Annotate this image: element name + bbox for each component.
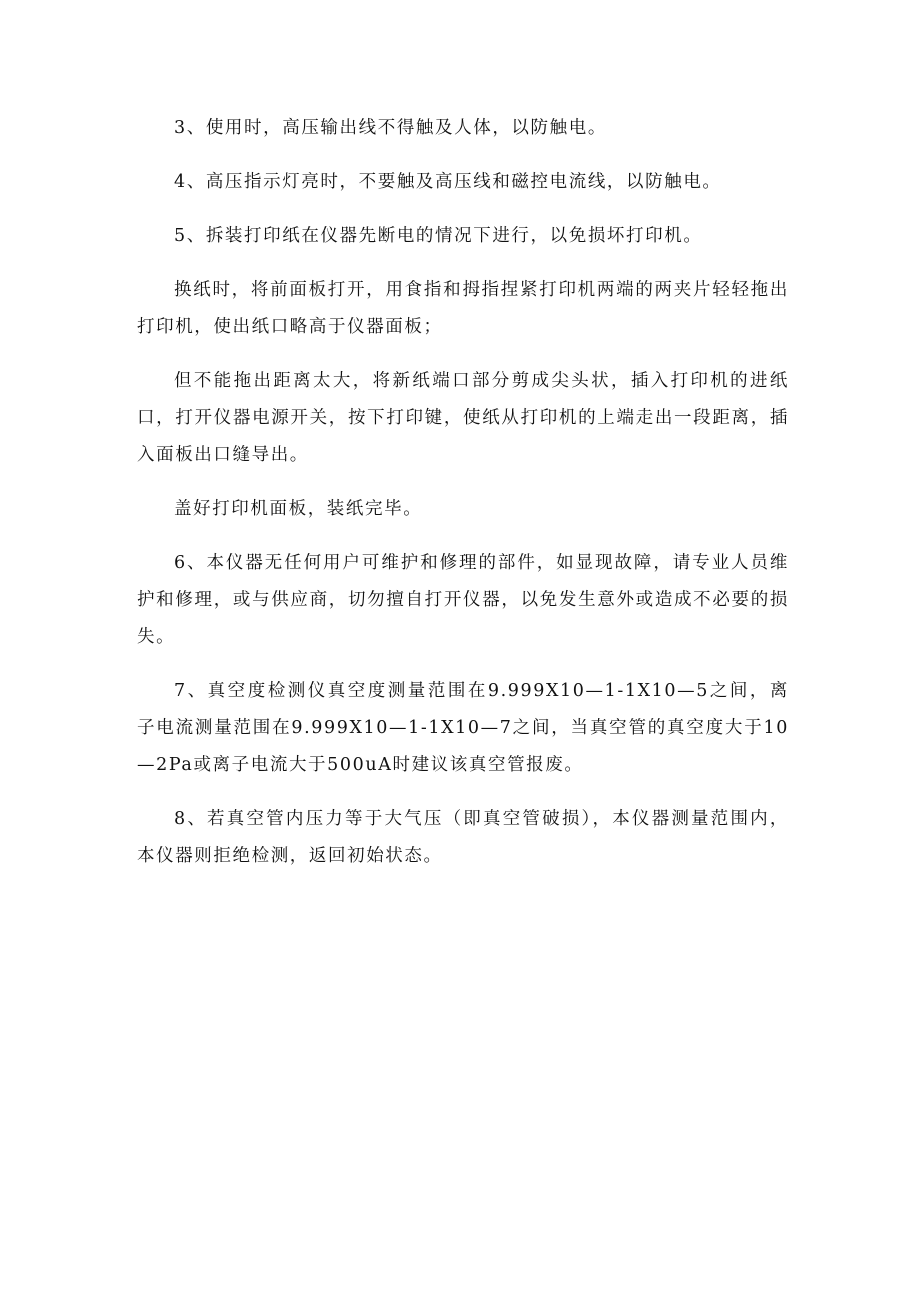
- paragraph-item-6: 6、本仪器无任何用户可维护和修理的部件，如显现故障，请专业人员维护和修理，或与供应商，切勿擅自打开仪器，以免发生意外或造成不必要的损失。: [137, 553, 789, 647]
- paragraph-paper-done: 盖好打印机面板，装纸完毕。: [174, 499, 423, 519]
- paragraph-item-4: 4、高压指示灯亮时，不要触及高压线和磁控电流线，以防触电。: [174, 172, 722, 192]
- paragraph-item-3: 3、使用时，高压输出线不得触及人体，以防触电。: [174, 118, 607, 138]
- paragraph-paper-change: 换纸时，将前面板打开，用食指和拇指捏紧打印机两端的两夹片轻轻拖出打印机，使出纸口略高于仪器面板；: [137, 280, 789, 337]
- paragraph-paper-insert: 但不能拖出距离太大，将新纸端口部分剪成尖头状，插入打印机的进纸口，打开仪器电源开关，按下打印键，使纸从打印机的上端走出一段距离，插入面板出口缝导出。: [137, 371, 789, 465]
- paragraph-item-5: 5、拆装打印纸在仪器先断电的情况下进行，以免损坏打印机。: [174, 226, 703, 246]
- document-body: [137, 110, 789, 892]
- paragraph-item-7: 7、真空度检测仪真空度测量范围在9.999X10—1-1X10—5之间，离子电流测量范围在9.999X10—1-1X10—7之间，当真空管的真空度大于10—2Pa或离子电流大于500uA时建议该真空管报废。: [137, 681, 789, 775]
- paragraph-item-8: 8、若真空管内压力等于大气压（即真空管破损），本仪器测量范围内，本仪器则拒绝检测，返回初始状态。: [137, 809, 789, 866]
